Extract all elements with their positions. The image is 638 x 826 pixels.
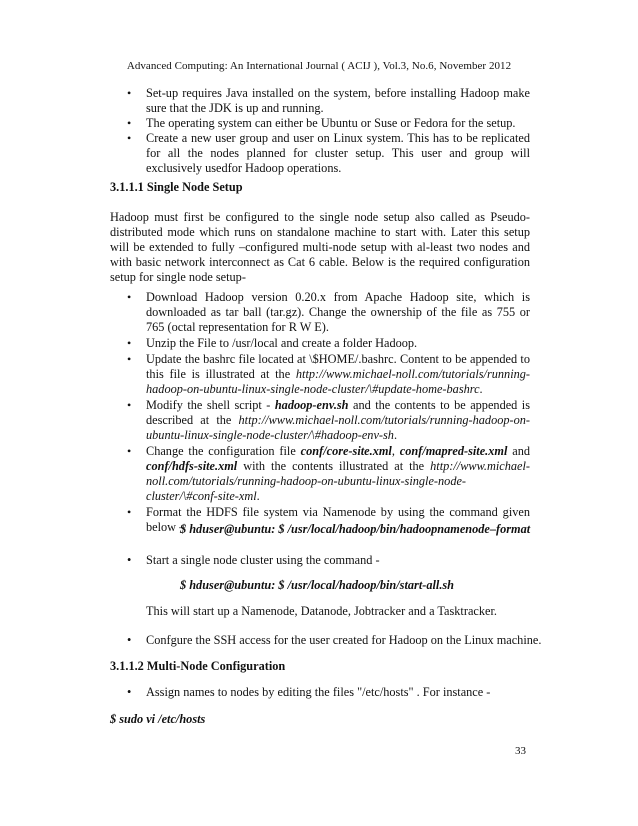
separator-text: and (507, 444, 530, 458)
bullet-text: Change the configuration file (146, 444, 301, 458)
bullet-text-end: . (393, 428, 398, 442)
hadoop-env-link[interactable]: http://www.michael-noll.com/tutorials/running-hadoop-on-ubuntu-linux-single-node-cluster/\#hadoop-env-sh (146, 413, 530, 442)
filename-mapred-site: conf/mapred-site.xml (399, 444, 508, 458)
list-item (110, 116, 530, 131)
bullet-text-end: . (479, 382, 483, 396)
start-note: This will start up a Namenode, Datanode, Jobtracker and a Tasktracker. (146, 604, 497, 618)
bullet-icon: • (127, 336, 132, 350)
list-item (110, 398, 530, 443)
list-item (110, 86, 530, 116)
list-item (110, 336, 530, 351)
filename-hdfs-site: conf/hdfs-site.xml (146, 459, 238, 473)
bullet-icon: • (127, 398, 132, 412)
list-item (110, 131, 530, 176)
bullet-icon: • (127, 131, 132, 145)
bullet-icon: • (127, 116, 132, 130)
bullet-text-mid: with the contents illustrated at the (237, 459, 431, 473)
bullet-icon: • (127, 444, 132, 458)
bullet-text: Format the HDFS file system via Namenode by using the command given below – (146, 505, 530, 534)
bullet-icon: • (127, 352, 132, 366)
intro-bullet-list (110, 86, 530, 176)
start-all-command: $ hduser@ubuntu: $ /usr/local/hadoop/bin/start-all.sh (180, 578, 455, 592)
bullet-text: Create a new user group and user on Linux system. This has to be replicated for all the nodes planned for cluster setup. This user and group will exclusively usedfor Hadoop operations. (146, 131, 530, 175)
bullet-text-mid: and the contents to be appended is described at the (146, 398, 530, 427)
bullet-text: Download Hadoop version 0.20.x from Apache Hadoop site, which is downloaded as tar ball (tar.gz). Change the ownership of the file as 755 or 765 (octal representation for R W E). (146, 290, 530, 334)
sudo-command: $ sudo vi /etc/hosts (110, 712, 206, 726)
list-item (110, 352, 530, 397)
list-item (110, 290, 530, 335)
page-number: 33 (515, 745, 526, 757)
format-command: $ hduser@ubuntu: $ /usr/local/hadoop/bin/hadoopnamenode–format (180, 522, 531, 536)
bashrc-link[interactable]: http://www.michael-noll.com/tutorials/running-hadoop-on-ubuntu-linux-single-node-cluster/\#update-home-bashrc (146, 367, 530, 396)
running-head: Advanced Computing: An International Journal ( ACIJ ), Vol.3, No.6, November 2012 (126, 60, 512, 72)
bullet-icon: • (127, 685, 132, 699)
bullet-text: Start a single node cluster using the command - (146, 553, 380, 567)
bullet-text: Update the bashrc file located at \$HOME/.bashrc. Content to be appended to this file is illustrated at the (146, 352, 530, 381)
conf-site-link[interactable]: http://www.michael-noll.com/tutorials/running-hadoop-on-ubuntu-linux-single-node-cluster/\#conf-site-xml (146, 459, 530, 503)
section-heading-single-node: 3.1.1.1 Single Node Setup (110, 180, 243, 194)
bullet-icon: • (127, 290, 132, 304)
bullet-icon: • (127, 505, 132, 519)
filename-core-site: conf/core-site.xml (300, 444, 392, 458)
bullet-text: Assign names to nodes by editing the files "/etc/hosts" . For instance - (146, 685, 491, 699)
bullet-text: Modify the shell script - (146, 398, 275, 412)
bullet-text: The operating system can either be Ubuntu or Suse or Fedora for the setup. (146, 116, 516, 130)
bullet-icon: • (127, 633, 132, 647)
single-node-steps (110, 290, 530, 536)
bullet-icon: • (127, 86, 132, 100)
list-item (110, 444, 530, 504)
separator-text: , (391, 444, 400, 458)
bullet-icon: • (127, 553, 132, 567)
bullet-text: Set-up requires Java installed on the system, before installing Hadoop make sure that the JDK is up and running. (146, 86, 530, 115)
bullet-text-end: . (256, 489, 260, 503)
bullet-text: Unzip the File to /usr/local and create a folder Hadoop. (146, 336, 418, 350)
filename-hadoop-env: hadoop-env.sh (274, 398, 349, 412)
single-node-paragraph: Hadoop must first be configured to the single node setup also called as Pseudo-distributed mode which runs on standalone machine to start with. Later this setup will be extended to fully –configured multi-node setup with al-least two nodes and with basic network interconnect as Cat 6 cable. Below is the required configuration setup for single node setup- (110, 210, 530, 284)
bullet-text: Confgure the SSH access for the user created for Hadoop on the Linux machine. (146, 633, 542, 647)
section-heading-multi-node: 3.1.1.2 Multi-Node Configuration (110, 659, 286, 673)
